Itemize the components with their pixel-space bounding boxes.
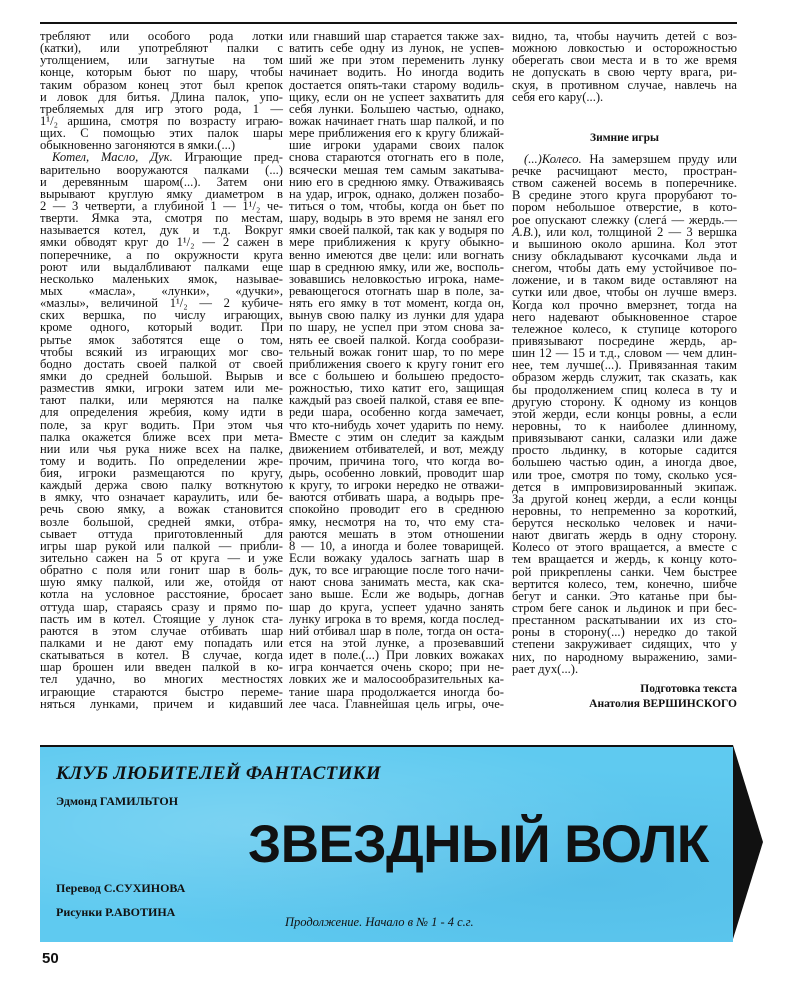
text-line: другую сторону. К одному из концов xyxy=(512,394,737,409)
text-line: пасть им в котел. Стоящие у лунок ста- xyxy=(40,611,283,626)
credit-line-2: Анатолия ВЕРШИНСКОГО xyxy=(589,698,737,710)
text-line: мых «масла», «лунки», «дучки», xyxy=(40,283,283,298)
text-line: и деревянным шаром(...). Затем они xyxy=(40,174,283,189)
text-line: нию его в среднюю ямку. Отваживаясь xyxy=(289,174,504,189)
paragraph xyxy=(512,153,737,675)
section-heading: Зимние игры xyxy=(590,131,659,144)
text-line: образом жердь служит, так сказать, как xyxy=(512,370,737,385)
text-column-3 xyxy=(512,30,737,675)
translator-credit: Перевод С.СУХИНОВА xyxy=(56,881,186,895)
text-line: ется на этой лунке, а прозевавший xyxy=(289,636,504,651)
paragraph xyxy=(40,30,283,151)
paragraph xyxy=(40,151,283,709)
text-line: можною ловкостью и осторожностью xyxy=(512,41,737,56)
story-author: Эдмонд ГАМИЛЬТОН xyxy=(56,794,179,808)
text-line: кроме одного, который водит. При xyxy=(40,320,283,335)
text-line: все с большею и большею предосто- xyxy=(289,368,504,383)
text-line: Когда кол прочно вмерзнет, тогда на xyxy=(512,297,737,312)
text-line: 1¹/₂ аршина, смотря по возрасту играю- xyxy=(40,113,283,128)
text-line: Вместе с этим он следит за каждым xyxy=(289,429,504,444)
text-line: ямки до средней большой. Вырыв и xyxy=(40,368,283,383)
text-line: щих. С помощью этих палок шары xyxy=(40,126,283,141)
text-line: палка окажется ближе всех при мета- xyxy=(40,429,283,444)
text-line: обыкновенно загоняются в ямки.(...) xyxy=(40,138,236,153)
text-line: 2 — 3 четверти, а глубиной 1 — 1¹/₂ че- xyxy=(40,198,283,213)
text-line: конце, которым бьют по шару, чтобы xyxy=(40,65,283,80)
text-line: скатываться в котел. В случае, когда xyxy=(40,648,283,663)
text-line: что кто-нибудь хочет ударить по нему. xyxy=(289,417,504,432)
text-line: ший же при этом переменить лунку xyxy=(289,53,504,68)
text-line: палками и не дают ему попадать или xyxy=(40,636,283,651)
text-line: для определения жребия, кому идти в xyxy=(40,405,283,420)
text-line: себя лунки. Большею частью, однако, xyxy=(289,101,504,116)
text-line: приближения своего к кругу гонит его xyxy=(289,356,504,371)
text-line: лее часа. Главнейшая цель игры, оче- xyxy=(289,696,504,711)
text-line: зительно сажен на 5 от круга — и уже xyxy=(40,551,283,566)
text-line: спокойно проводит его в среднюю xyxy=(289,502,504,517)
text-line: ских вершка, по числу играющих, xyxy=(40,308,283,323)
text-line: рое опускают слежку (слегá — жердь.— xyxy=(512,212,737,227)
text-line: няться лунками, причем и кидавший xyxy=(40,696,283,711)
text-line: 8 — 10, а иногда и более товарищей. xyxy=(289,538,504,553)
text-line: ямки своей палкой, так как у водыря по xyxy=(289,223,504,238)
italic-text: (...)Колесо. xyxy=(524,151,582,166)
text-line: венно имеются две цели: или вогнать xyxy=(289,247,504,262)
text-line: играющие стараются быстро переме- xyxy=(40,684,283,699)
text-line: А.В.), или кол, толщиной 2 — 3 вершка xyxy=(512,224,737,239)
text-line: зано выше. Если же водырь, догнав xyxy=(289,587,504,602)
text-line: каждый держа свою палку воткнутою xyxy=(40,478,283,493)
text-line: сывает оттуда приготовленный для xyxy=(40,526,283,541)
text-line: вертится колесо, тем, конечно, шибче xyxy=(512,576,737,591)
text-line: бия, игроки размещаются по кругу, xyxy=(40,466,283,481)
text-line: речь свою ямку, а вожак становится xyxy=(40,502,283,517)
article-credit xyxy=(512,682,737,712)
text-line: привязывают санки, салазки или даже xyxy=(512,431,737,446)
text-line: поле, за круг водить. При этом чья xyxy=(40,417,283,432)
text-line: всячески мешая тем самым закатыва- xyxy=(289,162,504,177)
text-line: движением отбивателей, и вот, между xyxy=(289,441,504,456)
text-line: нять ее своей палкой. Когда сообрази- xyxy=(289,332,504,347)
text-line: снизу обкладывают кусочками льда и xyxy=(512,248,737,263)
italic-text: А.В. xyxy=(512,224,534,239)
text-line: ревающегося отогнать шар в поле, за- xyxy=(289,283,504,298)
text-line: ловких же и малосообразительных ка- xyxy=(289,672,504,687)
text-line: идет в поле.(...) При ловких вожаках xyxy=(289,648,504,663)
text-column-2 xyxy=(289,30,504,710)
top-rule xyxy=(40,22,737,24)
text-line: нают двигать жердь в одну сторону. xyxy=(512,528,737,543)
text-line: шин 12 — 15 и т.д., словом — чем длин- xyxy=(512,346,737,361)
text-line: дырь, особенно ловкий, проводит шар xyxy=(289,466,504,481)
text-line: тел удачно, во многих местностях xyxy=(40,672,283,687)
text-line: бы продолжением спиц колеса в ту и xyxy=(512,382,737,397)
text-line: возле большой, средней ямки, отбра- xyxy=(40,514,283,529)
text-line: В средине этого круга прорубают то- xyxy=(512,188,737,203)
text-line: требляют или особого рода лотки xyxy=(40,29,283,43)
text-line: каждый раз своей палкой, ставя ее впе- xyxy=(289,393,504,408)
text-line: «мазлы», величиной 1¹/₂ — 2 кубиче- xyxy=(40,296,283,311)
text-line: несколько маленьких ямок, называе- xyxy=(40,271,283,286)
text-line: ваются отбивать шара, а водырь пре- xyxy=(289,490,504,505)
story-title: ЗВЕЗДНЫЙ ВОЛК xyxy=(248,815,709,874)
text-line: тают палки, или меряются на палке xyxy=(40,393,283,408)
story-banner xyxy=(40,745,733,942)
text-line: рой прикреплены санки. Чем быстрее xyxy=(512,564,737,579)
text-line: нее, тем лучше(...). Привязанная таким xyxy=(512,358,737,373)
text-line: к кругу, то игроки нередко не отважи- xyxy=(289,478,504,493)
text-line: чтобы всякий из играющих мог сво- xyxy=(40,344,283,359)
text-line: видно, та, чтобы научить детей с воз- xyxy=(512,29,737,43)
text-line: тверти. Ямка эта, смотря по местам, xyxy=(40,211,283,226)
text-line: варительно вооружаются палками (...) xyxy=(40,162,283,177)
text-line: требляемых для игр этого рода, 1 — xyxy=(40,101,283,116)
text-line: скуя, в противном случае, навлечь на xyxy=(512,77,737,92)
text-line: мере приближения его к кругу ближай- xyxy=(289,126,504,141)
text-line: прочим, причина того, что когда во- xyxy=(289,453,504,468)
text-line: игры шар рукой или палкой — прибли- xyxy=(40,538,283,553)
text-line: пором небольшое отверстие, в кото- xyxy=(512,200,737,215)
text-line: начинает водить. Но иногда водить xyxy=(289,65,504,80)
text-line: него надевают обыкновенное старое xyxy=(512,309,737,324)
text-line: обратно с поля или гонит шар в боль- xyxy=(40,563,283,578)
text-line: таким образом конец этот был крепок xyxy=(40,77,283,92)
text-line: привязывают посредине жердь, ар- xyxy=(512,333,737,348)
text-line: престанном раскатывании их из сто- xyxy=(512,613,737,628)
text-line: на удар, игрок, однако, должен позабо- xyxy=(289,186,504,201)
text-line: лунку игрока в то время, когда послед- xyxy=(289,611,504,626)
italic-text: Котел, Масло, Дук. xyxy=(52,150,173,165)
text-line: достается опять-таки старому водиль- xyxy=(289,77,504,92)
text-line: неровны, то к наиболее длинному, xyxy=(512,418,737,433)
text-line: раются мешать в этом отношении xyxy=(289,526,504,541)
illustrator-credit: Рисунки Р.АВОТИНА xyxy=(56,905,176,919)
text-line: роют или выдалбливают палками еще xyxy=(40,259,283,274)
text-line: берутся несколько человек и начи- xyxy=(512,516,737,531)
text-line: За другой конец жерди, а если концы xyxy=(512,491,737,506)
text-line: ямку, несмотря на то, что ему ста- xyxy=(289,514,504,529)
text-line: тому и водить. По определении жре- xyxy=(40,453,283,468)
credit-line-1: Подготовка текста xyxy=(640,683,737,695)
text-line: или гнавший шар старается также зах- xyxy=(289,29,504,43)
right-arrow-icon xyxy=(733,745,763,939)
text-line: шие игроки ударами своих палок xyxy=(289,138,504,153)
text-line: по шару, не успел при этом снова за- xyxy=(289,320,504,335)
text-line: Если вожаку удалось загнать шар в xyxy=(289,551,504,566)
text-line: котла на условное расстояние, бросает xyxy=(40,587,283,602)
text-line: ложение, и в таком виде оставляют на xyxy=(512,273,737,288)
text-line: большею частью один, а иногда двое, xyxy=(512,455,737,470)
text-line: шару, водырь в это время не занял его xyxy=(289,211,504,226)
text-line: ний отбивал шар в поле, тогда он оста- xyxy=(289,623,504,638)
text-line: нают снова занимать места, как ска- xyxy=(289,575,504,590)
text-line: называется котел, дук и т.д. Вокруг xyxy=(40,223,283,238)
text-line: сутки или двое, чтобы он лучше вмерз. xyxy=(512,285,737,300)
text-line: мере приближения к кругу обыкно- xyxy=(289,235,504,250)
text-line: в ямку, что означает караулить, или бе- xyxy=(40,490,283,505)
text-line: нии или чья рука ниже всех на палке, xyxy=(40,441,283,456)
page-number: 50 xyxy=(42,950,59,967)
text-line: рает дух(...). xyxy=(512,661,579,676)
text-line: ямки обводят круг до 1¹/₂ — 2 сажен в xyxy=(40,235,283,250)
text-line: дется в импровизированный экипаж. xyxy=(512,479,737,494)
text-line: утолщением, или загнутые на том xyxy=(40,53,283,68)
text-line: ством саженей восемь в поперечнике. xyxy=(512,176,737,191)
text-line: нять его ямку в тот момент, когда он, xyxy=(289,296,504,311)
text-line: ватить себе одну из лунок, не успев- xyxy=(289,41,504,56)
paragraph xyxy=(512,30,737,103)
text-line: и вышиною около аршина. Кол этот xyxy=(512,236,737,251)
text-line: дук, то все играющие после того начи- xyxy=(289,563,504,578)
text-line: снегом, чтобы дать ему устойчивое по- xyxy=(512,261,737,276)
text-line: тельный вожак гонит шар, то по мере xyxy=(289,344,504,359)
text-line: шар брошен или введен палкой в ко- xyxy=(40,660,283,675)
text-line: этой жерди, если концы ровны, а если xyxy=(512,406,737,421)
text-line: раются в этом случае отбивать шар xyxy=(40,623,283,638)
text-line: тание шара продолжается иногда бо- xyxy=(289,684,504,699)
text-line: игра кончается очень скоро; при не- xyxy=(289,660,504,675)
text-line: них, по народному выражению, зами- xyxy=(512,649,737,664)
continuation-note: Продолжение. Начало в № 1 - 4 с.г. xyxy=(285,915,474,929)
section-title: КЛУБ ЛЮБИТЕЛЕЙ ФАНТАСТИКИ xyxy=(56,763,381,784)
paragraph xyxy=(289,30,504,710)
text-line: себя его кару(...). xyxy=(512,89,604,104)
text-line: оттуда шар, стараясь сразу и прямо по- xyxy=(40,599,283,614)
text-line: вожак начинает гнать шар палкой, и по xyxy=(289,113,504,128)
text-line: или трое, смотря по тому, сколько уся- xyxy=(512,467,737,482)
text-line: оберегать свои места и в то же время xyxy=(512,53,737,68)
text-line: (катки), или употребляют палки с xyxy=(40,41,283,56)
text-line: шую ямку палкой, или же, отойдя от xyxy=(40,575,283,590)
text-line: неровны, то непременно за короткий, xyxy=(512,503,737,518)
text-line: речке расчищают место, простран- xyxy=(512,163,737,178)
text-line: рытье ямок заботятся еще о том, xyxy=(40,332,283,347)
text-line: роны в сторону(...) нередко до такой xyxy=(512,625,737,640)
text-line: бодно достать своей палкой от своей xyxy=(40,356,283,371)
text-line: снова стараются отогнать его в поле, xyxy=(289,150,504,165)
text-line: стром беге санок и льдинок и при бес- xyxy=(512,601,737,616)
text-line: поперечнике, а по окружности круга xyxy=(40,247,283,262)
text-line: щику, если он не успеет захватить для xyxy=(289,89,504,104)
text-line: зовавшись неловкостью игрока, наме- xyxy=(289,271,504,286)
text-line: тележное колесо, к ступице которого xyxy=(512,321,737,336)
text-line: Колесо от этого вращается, а вместе с xyxy=(512,540,737,555)
text-line: реди шара, особенно когда замечает, xyxy=(289,405,504,420)
text-line: просто льдинку, в которые садится xyxy=(512,443,737,458)
text-line: и ловок для битья. Длина палок, упо- xyxy=(40,89,283,104)
text-line: (...)Колесо. На замерзшем пруду или xyxy=(524,151,737,166)
text-line: шар в среднюю ямку, или же, восполь- xyxy=(289,259,504,274)
text-line: разместив ямки, игроки затем или ме- xyxy=(40,381,283,396)
text-line: вырывают круглую ямку диаметром в xyxy=(40,186,283,201)
text-line: шар до круга, успеет удачно занять xyxy=(289,599,504,614)
text-column-1 xyxy=(40,30,283,710)
text-line: бегут и санки. Это катанье при бы- xyxy=(512,588,737,603)
text-line: степени закруживает сидящих, что у xyxy=(512,637,737,652)
text-line: тем вращается и жердь, к концу кото- xyxy=(512,552,737,567)
text-line: рожностью, тихо катит его, защищая xyxy=(289,381,504,396)
text-line: вынув свою палку из лунки для удара xyxy=(289,308,504,323)
text-line: Котел, Масло, Дук. Играющие пред- xyxy=(52,150,283,165)
text-line: не допускать в свою черту врага, ри- xyxy=(512,65,737,80)
text-line: титься о том, чтобы, когда он бьет по xyxy=(289,198,504,213)
